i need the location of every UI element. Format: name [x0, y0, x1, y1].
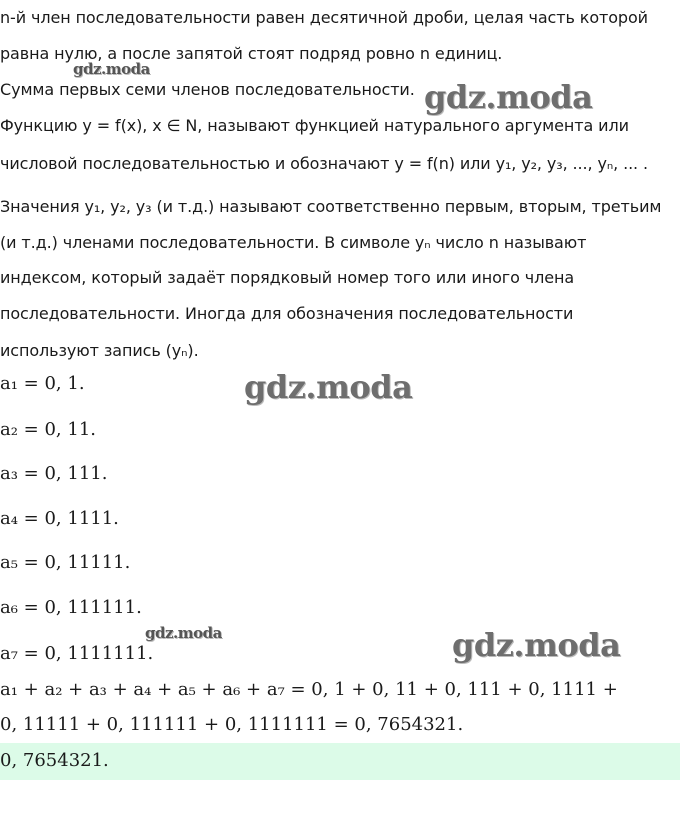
- text-line-8: индексом, который задаёт порядковый номер того или иного члена: [0, 268, 575, 287]
- text-line-2: равна нулю, а после запятой стоят подряд ровно n единиц.: [0, 44, 503, 63]
- text-line-9: последовательности. Иногда для обозначения последовательности: [0, 304, 574, 323]
- term-a3: a₃ = 0, 111.: [0, 463, 108, 484]
- term-a4: a₄ = 0, 1111.: [0, 508, 119, 529]
- watermark: gdz.moda: [73, 60, 150, 78]
- text-line-5: числовой последовательностью и обозначают y = f(n) или y₁, y₂, y₃, ..., yₙ, ... .: [0, 154, 649, 173]
- term-a1: a₁ = 0, 1.: [0, 373, 85, 394]
- watermark: gdz.moda: [452, 626, 621, 664]
- text-line-10: используют запись (yₙ).: [0, 341, 199, 360]
- watermark: gdz.moda: [145, 624, 222, 642]
- answer-box: [0, 743, 680, 780]
- watermark: gdz.moda: [424, 78, 593, 116]
- sum-line-1: a₁ + a₂ + a₃ + a₄ + a₅ + a₆ + a₇ = 0, 1 + 0, 11 + 0, 111 + 0, 1111 +: [0, 679, 618, 700]
- text-line-7: (и т.д.) членами последовательности. В символе yₙ число n называют: [0, 233, 587, 252]
- term-a6: a₆ = 0, 111111.: [0, 597, 142, 618]
- text-line-4: Функцию y = f(x), x ∈ N, называют функцией натурального аргумента или: [0, 116, 629, 135]
- answer-value: 0, 7654321.: [0, 750, 109, 771]
- text-line-3: Сумма первых семи членов последовательности.: [0, 80, 415, 99]
- text-line-6: Значения y₁, y₂, y₃ (и т.д.) называют соответственно первым, вторым, третьим: [0, 197, 662, 216]
- watermark: gdz.moda: [244, 368, 413, 406]
- text-line-1: n-й член последовательности равен десятичной дроби, целая часть которой: [0, 8, 648, 27]
- term-a5: a₅ = 0, 11111.: [0, 552, 131, 573]
- term-a7: a₇ = 0, 1111111.: [0, 643, 154, 664]
- term-a2: a₂ = 0, 11.: [0, 419, 96, 440]
- sum-line-2: 0, 11111 + 0, 111111 + 0, 1111111 = 0, 7654321.: [0, 714, 464, 735]
